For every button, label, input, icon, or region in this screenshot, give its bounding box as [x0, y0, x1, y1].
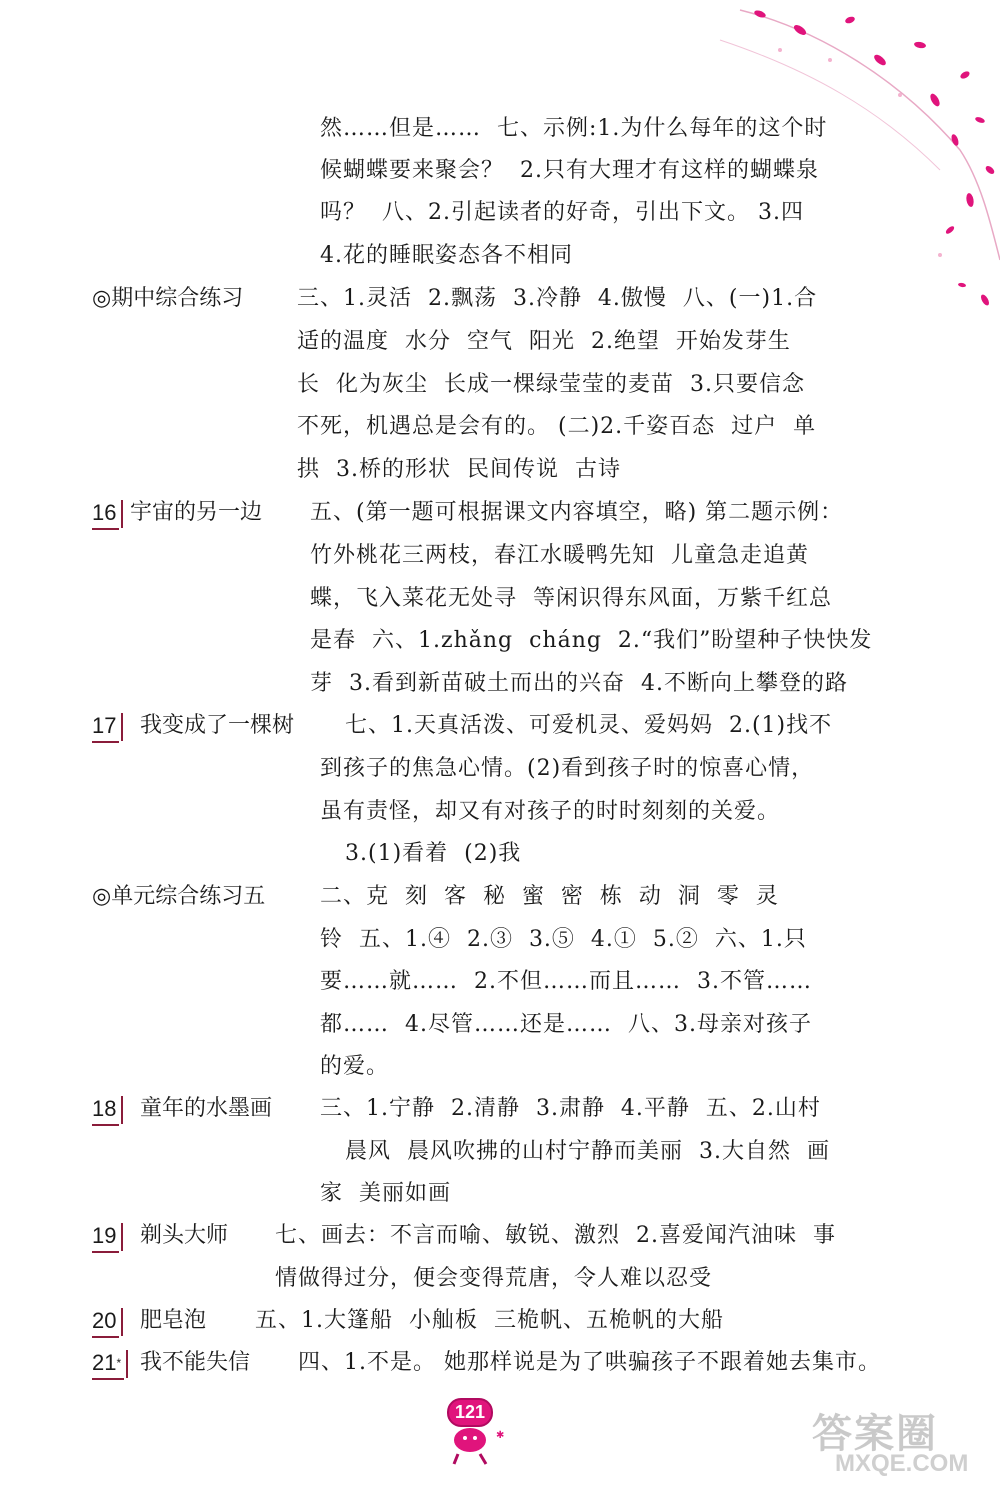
text-line: 晨风 晨风吹拂的山村宁静而美丽 3.大自然 画 — [345, 1139, 830, 1164]
text-line: 三、1.灵活 2.飘荡 3.冷静 4.傲慢 八、(一)1.合 — [297, 286, 818, 311]
text-line: 不死，机遇总是会有的。 (二)2.千姿百态 过户 单 — [297, 414, 817, 439]
lesson-title: 剃头大师 — [140, 1223, 229, 1248]
text-line: 五、(第一题可根据课文内容填空，略) 第二题示例： — [310, 500, 844, 525]
section-title: ◎期中综合练习 — [92, 286, 244, 311]
lesson-title: 肥皂泡 — [140, 1308, 207, 1333]
text-line: 铃 五、1.④ 2.③ 3.⑤ 4.① 5.② 六、1.只 — [320, 927, 807, 952]
text-line: 芽 3.看到新苗破土而出的兴奋 4.不断向上攀登的路 — [310, 671, 848, 696]
lesson-number: 16 — [92, 498, 119, 530]
text-line: 二、克 刻 客 秘 蜜 密 栋 动 洞 零 灵 — [320, 884, 779, 909]
text-line: 到孩子的焦急心情。(2)看到孩子时的惊喜心情， — [320, 756, 815, 781]
text-line: 情做得过分，便会变得荒唐，令人难以忍受 — [275, 1266, 713, 1291]
text-line: 长 化为灰尘 长成一棵绿莹莹的麦苗 3.只要信念 — [297, 372, 805, 397]
text-line: 拱 3.桥的形状 民间传说 古诗 — [297, 457, 621, 482]
optional-star: * — [116, 1356, 122, 1370]
lesson-title: 我变成了一棵树 — [140, 713, 295, 738]
text-line: 都…… 4.尽管……还是…… 八、3.母亲对孩子 — [320, 1012, 812, 1037]
text-line: 3.(1)看着 (2)我 — [345, 841, 522, 866]
page-number-badge: 121 — [447, 1398, 493, 1427]
text-line: 要……就…… 2.不但……而且…… 3.不管…… — [320, 969, 812, 994]
text-line: 三、1.宁静 2.清静 3.肃静 4.平静 五、2.山村 — [320, 1096, 821, 1121]
lesson-number: 17 — [92, 711, 119, 743]
text-line: 七、1.天真活泼、可爱机灵、爱妈妈 2.(1)找不 — [345, 713, 833, 738]
text-line: 七、画去：不言而喻、敏锐、激烈 2.喜爱闻汽油味 事 — [275, 1223, 836, 1248]
text-line: 竹外桃花三两枝，春江水暖鸭先知 儿童急走追黄 — [310, 543, 809, 568]
text-line: 是春 六、1.zhǎng cháng 2.“我们”盼望种子快快发 — [310, 628, 873, 653]
lesson-number: 18 — [92, 1094, 119, 1126]
section-title: ◎单元综合练习五 — [92, 884, 266, 909]
text-line: 家 美丽如画 — [320, 1181, 451, 1206]
lesson-number: 19 — [92, 1221, 119, 1253]
text-line: 的爱。 — [320, 1054, 390, 1079]
lesson-number: 20 — [92, 1306, 119, 1338]
lesson-number-text: 21 — [92, 1350, 117, 1375]
text-line: 然……但是…… 七、示例:1.为什么每年的这个时 — [320, 116, 828, 141]
text-line: 四、1.不是。 她那样说是为了哄骗孩子不跟着她去集市。 — [298, 1350, 881, 1375]
text-line: 虽有责怪，却又有对孩子的时时刻刻的关爱。 — [320, 799, 781, 824]
watermark-url: MXQE.COM — [835, 1450, 969, 1477]
svg-text:✱: ✱ — [496, 1430, 505, 1441]
text-line: 4.花的睡眠姿态各不相同 — [320, 243, 573, 268]
text-line: 吗？ 八、2.引起读者的好奇，引出下文。 3.四 — [320, 200, 804, 225]
watermark-logo: 答案圈 — [812, 1412, 938, 1456]
lesson-title: 宇宙的另一边 — [130, 500, 263, 525]
lesson-title: 童年的水墨画 — [140, 1096, 273, 1121]
text-line: 蝶，飞入菜花无处寻 等闲识得东风面，万紫千红总 — [310, 586, 832, 611]
text-line: 候蝴蝶要来聚会？ 2.只有大理才有这样的蝴蝶泉 — [320, 158, 819, 183]
lesson-number — [92, 1348, 124, 1380]
text-line: 五、1.大篷船 小舢板 三桅帆、五桅帆的大船 — [255, 1308, 724, 1333]
mascot-icon — [448, 1420, 508, 1470]
lesson-title: 我不能失信 — [140, 1350, 251, 1375]
text-line: 适的温度 水分 空气 阳光 2.绝望 开始发芽生 — [297, 329, 791, 354]
